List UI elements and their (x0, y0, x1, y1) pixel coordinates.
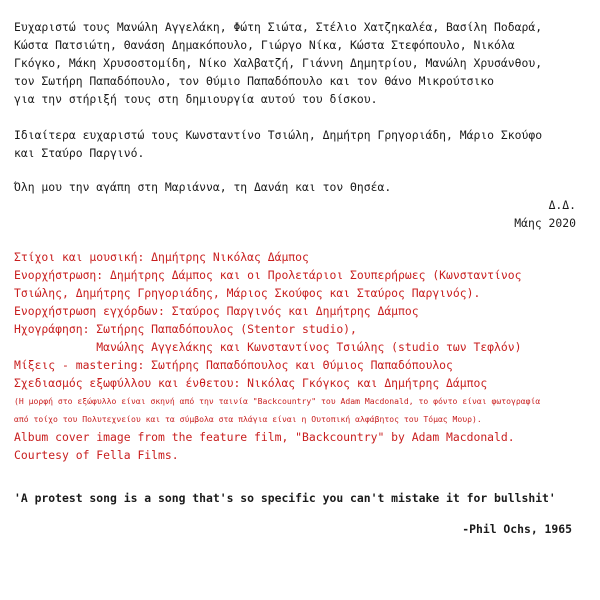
signature-date: Μάης 2020 (514, 216, 576, 230)
dedication-section (14, 178, 586, 196)
signature-block (14, 196, 586, 232)
signature-initials: Δ.Δ. (548, 198, 576, 212)
liner-notes-page (14, 18, 586, 551)
thanks-line: Γκόγκο, Μάκη Χρυσοστομίδη, Νίκο Χαλβατζή, Γιάννη Δημητρίου, Μανώλη Χρυσάνθου, (14, 56, 543, 70)
quote-text: 'A protest song is a song that's so specific you can't mistake it for bullshit' (14, 491, 556, 505)
thanks-line: Κώστα Πατσιώτη, Θανάση Δημακόπουλο, Γιώργο Νίκα, Κώστα Στεφόπουλο, Νικόλα (14, 38, 515, 52)
quote-section (14, 488, 586, 539)
special-thanks-line: Ιδιαίτερα ευχαριστώ τους Κωνσταντίνο Τσιώλη, Δημήτρη Γρηγοριάδη, Μάριο Σκούφο (14, 128, 543, 142)
cover-note-line: από τοίχο του Πολυτεχνείου και τα σύμβολα στα πλάγια είναι η Ουτοπική αλφάβητος του Τόμας Μουρ). (14, 414, 482, 424)
thanks-line: Ευχαριστώ τους Μανώλη Αγγελάκη, Φώτη Σιώτα, Στέλιο Χατζηκαλέα, Βασίλη Ποδαρά, (14, 20, 543, 34)
dedication-line: Όλη μου την αγάπη στη Μαριάννα, τη Δανάη και τον Θησέα. (14, 180, 392, 194)
credit-line: Μανώλης Αγγελάκης και Κωνσταντίνος Τσιώλης (studio των Τεφλόν) (14, 340, 522, 354)
acknowledgements-section (14, 18, 586, 108)
credit-line: Ενορχήστρωση εγχόρδων: Σταύρος Παργινός και Δημήτρης Δάμπος (14, 304, 419, 318)
thanks-line: για την στήριξή τους στη δημιουργία αυτού του δίσκου. (14, 92, 378, 106)
special-thanks-section (14, 126, 586, 162)
cover-note-line: (Η μορφή στο εξώφυλλο είναι σκηνή από την ταινία "Backcountry" του Adam Macdonald, το φόντο είναι φωτογραφία (14, 396, 541, 406)
english-credit-line: Courtesy of Fella Films. (14, 448, 179, 462)
special-thanks-line: και Σταύρο Παργινό. (14, 146, 145, 160)
credit-line: Ενορχήστρωση: Δημήτρης Δάμπος και οι Προλετάριοι Σουπερήρωες (Κωνσταντίνος (14, 268, 522, 282)
credit-line: Μίξεις - mastering: Σωτήρης Παπαδόπουλος και Θύμιος Παπαδόπουλος (14, 358, 453, 372)
credit-line: Σχεδιασμός εξωφύλλου και ένθετου: Νικόλας Γκόγκος και Δημήτρης Δάμπος (14, 376, 488, 390)
quote-author: -Phil Ochs, 1965 (462, 522, 572, 537)
english-credit-line: Album cover image from the feature film, "Backcountry" by Adam Macdonald. (14, 430, 515, 444)
credit-line: Τσιώλης, Δημήτρης Γρηγοριάδης, Μάριος Σκούφος και Σταύρος Παργινός). (14, 286, 481, 300)
credit-line: Ηχογράφηση: Σωτήρης Παπαδόπουλος (Stentor studio), (14, 322, 357, 336)
credit-line: Στίχοι και μουσική: Δημήτρης Νικόλας Δάμπος (14, 250, 309, 264)
thanks-line: τον Σωτήρη Παπαδόπουλο, τον Θύμιο Παπαδόπουλο και τον Θάνο Μικρούτσικο (14, 74, 495, 88)
credits-section (14, 248, 586, 464)
